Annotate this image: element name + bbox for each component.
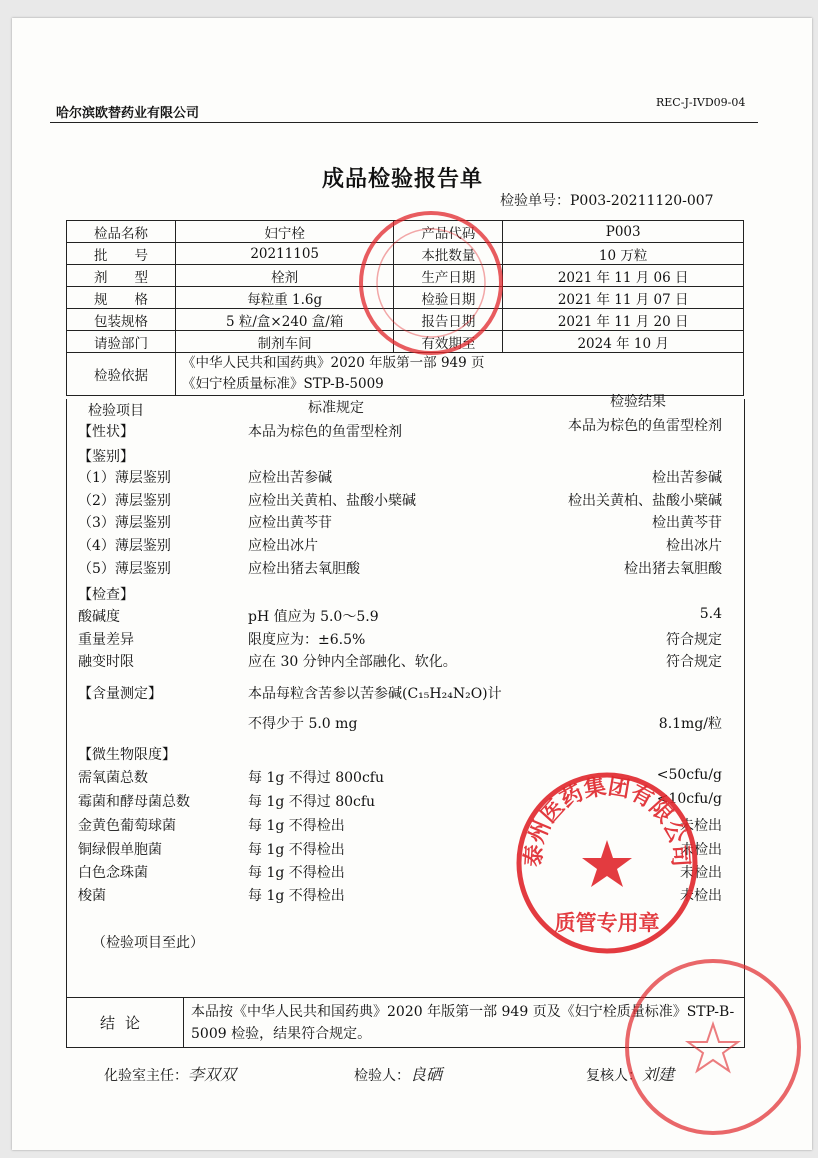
row-item: （5）薄层鉴别 xyxy=(78,561,171,577)
test-date-label: 检验日期 xyxy=(394,287,503,309)
row-item: 铜绿假单胞菌 xyxy=(78,842,162,858)
reviewer-signature: 刘建 xyxy=(642,1065,675,1084)
row-result: 符合规定 xyxy=(666,654,722,670)
row-item: 【含量测定】 xyxy=(78,686,162,702)
lab-director xyxy=(104,1062,236,1085)
report-date: 2021 年 11 月 20 日 xyxy=(503,309,744,331)
row-result: 未检出 xyxy=(680,888,722,904)
basis-line-1: 《中华人民共和国药典》2020 年版第一部 949 页 xyxy=(182,355,485,371)
conclusion-box xyxy=(66,997,745,1048)
row-result: <50cfu/g xyxy=(656,767,722,783)
row-item: 【检查】 xyxy=(78,587,134,603)
requesting-dept: 制剂车间 xyxy=(176,331,394,353)
row-item: 【性状】 xyxy=(78,424,134,440)
row-standard: 每 1g 不得检出 xyxy=(248,888,345,904)
row-standard: 应检出关黄柏、盐酸小檗碱 xyxy=(248,493,416,509)
batch-number: 20211105 xyxy=(176,243,394,265)
row-item: 霉菌和酵母菌总数 xyxy=(78,794,190,810)
row-result: 检出猪去氧胆酸 xyxy=(624,561,722,577)
lab-director-label: 化验室主任： xyxy=(104,1068,188,1084)
seal-company-text: 泰州医药集团有限公司 xyxy=(521,774,693,868)
row-standard: 每 1g 不得过 80cfu xyxy=(248,794,376,810)
report-number: 检验单号：P003-20211120-007 xyxy=(500,193,714,209)
quantity-label: 本批数量 xyxy=(394,243,503,265)
dosage-form: 栓剂 xyxy=(176,265,394,287)
row-standard: 每 1g 不得检出 xyxy=(248,865,345,881)
row-item: （3）薄层鉴别 xyxy=(78,515,171,531)
row-result: 检出黄芩苷 xyxy=(652,515,722,531)
dept-label: 请验部门 xyxy=(67,331,176,353)
row-result: 5.4 xyxy=(699,606,722,622)
inspector xyxy=(354,1062,442,1085)
test-date: 2021 年 11 月 07 日 xyxy=(503,287,744,309)
batch-label: 批 号 xyxy=(67,243,176,265)
row-standard: 应检出黄芩苷 xyxy=(248,515,332,531)
row-item: 梭菌 xyxy=(78,888,106,904)
batch-quantity: 10 万粒 xyxy=(503,243,744,265)
product-name-label: 检品名称 xyxy=(67,221,176,243)
row-item: 重量差异 xyxy=(78,632,134,648)
row-standard: 限度应为：±6.5% xyxy=(248,632,366,648)
row-result: <10cfu/g xyxy=(656,791,722,807)
conclusion-label: 结论 xyxy=(67,997,184,1047)
product-code: P003 xyxy=(503,221,744,243)
row-item: 融变时限 xyxy=(78,654,134,670)
row-item: 需氧菌总数 xyxy=(78,770,148,786)
pack-label: 包装规格 xyxy=(67,309,176,331)
row-standard: 每 1g 不得检出 xyxy=(248,818,345,834)
row-result: 符合规定 xyxy=(666,632,722,648)
row-result: 未检出 xyxy=(680,818,722,834)
info-table xyxy=(66,220,744,396)
row-result: 本品为棕色的鱼雷型栓剂 xyxy=(568,418,722,434)
row-standard: 应检出猪去氧胆酸 xyxy=(248,561,360,577)
specification: 每粒重 1.6g xyxy=(176,287,394,309)
row-standard: 每 1g 不得检出 xyxy=(248,842,345,858)
row-result: 未检出 xyxy=(680,865,722,881)
product-code-label: 产品代码 xyxy=(394,221,503,243)
mfg-date-label: 生产日期 xyxy=(394,265,503,287)
col-header-result: 检验结果 xyxy=(610,394,666,410)
row-standard: 每 1g 不得过 800cfu xyxy=(248,770,384,786)
basis-label: 检验依据 xyxy=(67,353,176,396)
row-standard: 本品每粒含苦参以苦参碱(C₁₅H₂₄N₂O)计 xyxy=(248,686,502,702)
row-result: 检出冰片 xyxy=(666,538,722,554)
row-item: （1）薄层鉴别 xyxy=(78,470,171,486)
row-standard: 不得少于 5.0 mg xyxy=(248,716,358,732)
row-item: （4）薄层鉴别 xyxy=(78,538,171,554)
row-item: 【鉴别】 xyxy=(78,449,134,465)
row-result: 未检出 xyxy=(680,842,722,858)
end-note: （检验项目至此） xyxy=(92,935,204,951)
row-result: 8.1mg/粒 xyxy=(658,716,722,732)
row-item: 酸碱度 xyxy=(78,609,120,625)
product-name: 妇宁栓 xyxy=(176,221,394,243)
row-item: 金黄色葡萄球菌 xyxy=(78,818,176,834)
row-standard: 本品为棕色的鱼雷型栓剂 xyxy=(248,424,402,440)
dosage-label: 剂 型 xyxy=(67,265,176,287)
seal-sub-text: 质管专用章 xyxy=(554,911,660,935)
expiry-label: 有效期至 xyxy=(394,331,503,353)
row-standard: 应检出冰片 xyxy=(248,538,318,554)
row-item: 白色念珠菌 xyxy=(78,865,148,881)
company-name: 哈尔滨欧替药业有限公司 xyxy=(56,106,200,121)
inspector-signature: 良硒 xyxy=(410,1065,443,1084)
reviewer-label: 复核人： xyxy=(586,1068,642,1084)
reviewer xyxy=(586,1062,674,1085)
row-standard: 应在 30 分钟内全部融化、软化。 xyxy=(248,654,457,670)
spec-label: 规 格 xyxy=(67,287,176,309)
inspector-label: 检验人： xyxy=(354,1068,410,1084)
test-basis xyxy=(176,353,744,396)
row-result: 检出关黄柏、盐酸小檗碱 xyxy=(568,493,722,509)
row-standard: 应检出苦参碱 xyxy=(248,470,332,486)
col-header-standard: 标准规定 xyxy=(308,400,364,416)
row-item: 【微生物限度】 xyxy=(78,747,176,763)
packaging: 5 粒/盒×240 盒/箱 xyxy=(176,309,394,331)
row-result: 检出苦参碱 xyxy=(652,470,722,486)
row-item: （2）薄层鉴别 xyxy=(78,493,171,509)
expiry-date: 2024 年 10 月 xyxy=(503,331,744,353)
lab-director-signature: 李双双 xyxy=(188,1065,237,1084)
col-header-item: 检验项目 xyxy=(88,403,144,419)
report-date-label: 报告日期 xyxy=(394,309,503,331)
page-title: 成品检验报告单 xyxy=(322,167,484,192)
row-standard: pH 值应为 5.0～5.9 xyxy=(248,609,379,625)
document-code: REC-J-IVD09-04 xyxy=(656,96,746,109)
conclusion-text: 本品按《中华人民共和国药典》2020 年版第一部 949 页及《妇宁栓质量标准》STP-B-5009 检验，结果符合规定。 xyxy=(191,1004,735,1042)
header-rule xyxy=(50,122,758,123)
mfg-date: 2021 年 11 月 06 日 xyxy=(503,265,744,287)
basis-line-2: 《妇宁栓质量标准》STP-B-5009 xyxy=(182,376,384,392)
